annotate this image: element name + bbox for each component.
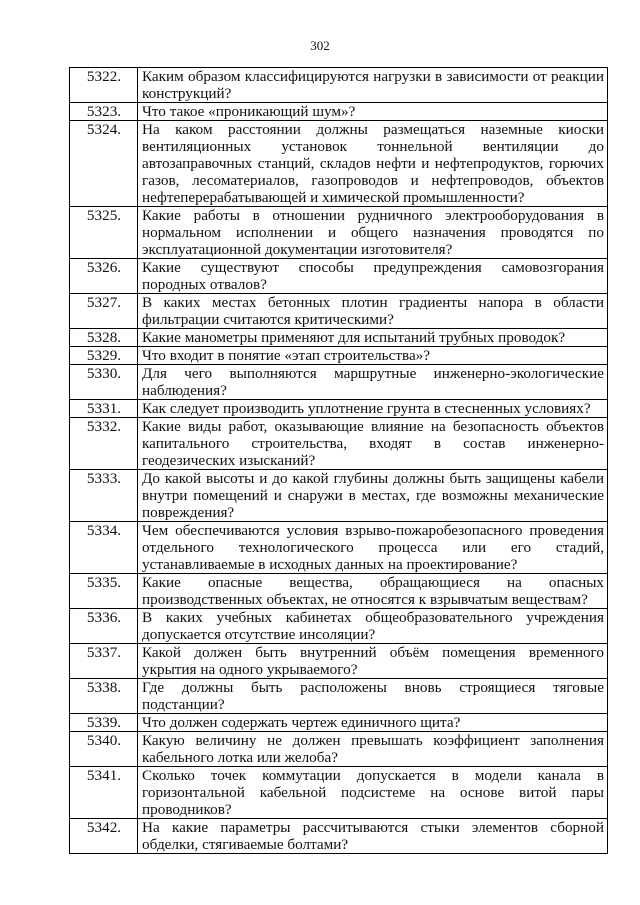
question-row — [70, 365, 608, 400]
question-row — [70, 418, 608, 470]
question-text: Какие виды работ, оказывающие влияние на безопасность объектов капитального строительства, входят в состав инженерно-геодезических изысканий? — [138, 418, 608, 470]
question-row — [70, 207, 608, 259]
question-row — [70, 732, 608, 767]
question-text: Какой должен быть внутренний объём помещения временного укрытия на одного укрываемого? — [138, 644, 608, 679]
question-row — [70, 819, 608, 854]
question-number: 5327. — [70, 294, 138, 329]
question-number: 5341. — [70, 767, 138, 819]
question-number: 5330. — [70, 365, 138, 400]
question-row — [70, 470, 608, 522]
question-row — [70, 644, 608, 679]
question-number: 5329. — [70, 347, 138, 365]
question-row — [70, 121, 608, 207]
question-text: В каких местах бетонных плотин градиенты напора в области фильтрации считаются критическими? — [138, 294, 608, 329]
question-row — [70, 329, 608, 347]
question-row — [70, 259, 608, 294]
question-row — [70, 679, 608, 714]
question-number: 5323. — [70, 103, 138, 121]
question-number: 5333. — [70, 470, 138, 522]
question-number: 5335. — [70, 574, 138, 609]
question-text: Что должен содержать чертеж единичного щита? — [138, 714, 608, 732]
question-number: 5322. — [70, 68, 138, 103]
question-number: 5342. — [70, 819, 138, 854]
question-text: Как следует производить уплотнение грунта в стесненных условиях? — [138, 400, 608, 418]
question-number: 5334. — [70, 522, 138, 574]
question-number: 5338. — [70, 679, 138, 714]
question-number: 5336. — [70, 609, 138, 644]
question-row — [70, 714, 608, 732]
questions-table-body — [70, 68, 608, 854]
question-text: Где должны быть расположены вновь строящиеся тяговые подстанции? — [138, 679, 608, 714]
question-number: 5325. — [70, 207, 138, 259]
question-number: 5337. — [70, 644, 138, 679]
question-text: На каком расстоянии должны размещаться наземные киоски вентиляционных установок тоннельной вентиляции до автозаправочных станций, складов нефти и нефтепродуктов, горючих газов, лесоматериалов, газопроводов и нефтепроводов, объектов нефтеперерабатывающей и химической промышленности? — [138, 121, 608, 207]
question-text: Какие существуют способы предупреждения самовозгорания породных отвалов? — [138, 259, 608, 294]
question-text: Какие манометры применяют для испытаний трубных проводок? — [138, 329, 608, 347]
question-number: 5340. — [70, 732, 138, 767]
question-row — [70, 400, 608, 418]
page-number: 302 — [310, 38, 330, 53]
questions-table — [69, 67, 608, 854]
question-number: 5332. — [70, 418, 138, 470]
question-row — [70, 68, 608, 103]
question-number: 5324. — [70, 121, 138, 207]
question-text: Для чего выполняются маршрутные инженерно-экологические наблюдения? — [138, 365, 608, 400]
question-row — [70, 294, 608, 329]
question-number: 5339. — [70, 714, 138, 732]
question-row — [70, 103, 608, 121]
question-number: 5331. — [70, 400, 138, 418]
question-row — [70, 347, 608, 365]
question-text: Каким образом классифицируются нагрузки в зависимости от реакции конструкций? — [138, 68, 608, 103]
question-text: Какие опасные вещества, обращающиеся на опасных производственных объектах, не относятся к взрывчатым веществам? — [138, 574, 608, 609]
question-text: Какие работы в отношении рудничного электрооборудования в нормальном исполнении и общего назначения проводятся по эксплуатационной документации изготовителя? — [138, 207, 608, 259]
question-row — [70, 767, 608, 819]
question-number: 5326. — [70, 259, 138, 294]
question-text: Какую величину не должен превышать коэффициент заполнения кабельного лотка или желоба? — [138, 732, 608, 767]
question-text: Что входит в понятие «этап строительства»? — [138, 347, 608, 365]
question-text: На какие параметры рассчитываются стыки элементов сборной обделки, стягиваемые болтами? — [138, 819, 608, 854]
question-text: В каких учебных кабинетах общеобразовательного учреждения допускается отсутствие инсоляции? — [138, 609, 608, 644]
question-row — [70, 574, 608, 609]
question-text: Чем обеспечиваются условия взрыво-пожаробезопасного проведения отдельного технологического процесса или его стадий, устанавливаемые в исходных данных на проектирование? — [138, 522, 608, 574]
question-text: Сколько точек коммутации допускается в модели канала в горизонтальной кабельной подсистеме на основе витой пары проводников? — [138, 767, 608, 819]
question-row — [70, 522, 608, 574]
question-row — [70, 609, 608, 644]
question-text: Что такое «проникающий шум»? — [138, 103, 608, 121]
question-number: 5328. — [70, 329, 138, 347]
question-text: До какой высоты и до какой глубины должны быть защищены кабели внутри помещений и снаружи в местах, где возможны механические повреждения? — [138, 470, 608, 522]
